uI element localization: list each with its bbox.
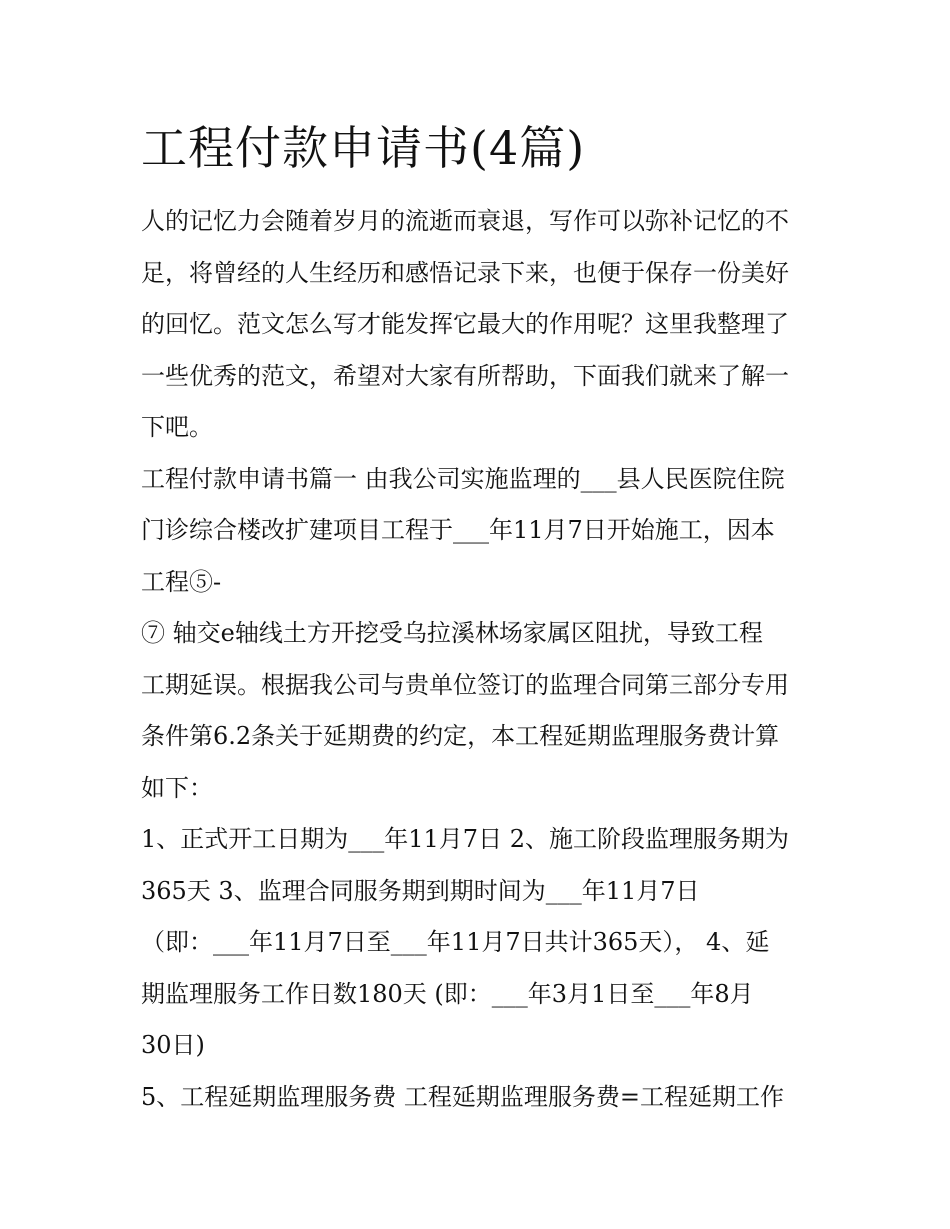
text-line: 工程⑤- bbox=[141, 567, 222, 596]
text-line: 条件第6.2条关于延期费的约定，本工程延期监理服务费计算 bbox=[141, 722, 780, 750]
text-line: 工期延误。根据我公司与贵单位签订的监理合同第三部分专用 bbox=[141, 670, 789, 699]
text-line: 5、工程延期监理服务费 工程延期监理服务费=工程延期工作 bbox=[141, 1082, 785, 1111]
text-line: 工程付款申请书篇一 由我公司实施监理的___县人民医院住院 bbox=[141, 464, 785, 493]
text-line: （即：___年11月7日至___年11月7日共计365天）， 4、延 bbox=[141, 928, 770, 956]
text-line: 一些优秀的范文，希望对大家有所帮助，下面我们就来了解一 bbox=[141, 361, 789, 390]
text-line: 足，将曾经的人生经历和感悟记录下来，也便于保存一份美好 bbox=[141, 258, 789, 287]
text-line: 的回忆。范文怎么写才能发挥它最大的作用呢？这里我整理了 bbox=[141, 310, 789, 338]
text-line: 门诊综合楼改扩建项目工程于___年11月7日开始施工，因本 bbox=[141, 516, 775, 544]
document-title: 工程付款申请书(4篇) bbox=[141, 121, 586, 175]
text-line: 365天 3、监理合同服务期到期时间为___年11月7日 bbox=[141, 876, 700, 905]
text-line: 如下： bbox=[141, 773, 213, 802]
text-line: ⑦ 轴交e轴线土方开挖受乌拉溪林场家属区阻扰，导致工程 bbox=[141, 619, 763, 647]
text-line: 期监理服务工作日数180天 (即：___年3月1日至___年8月 bbox=[141, 979, 754, 1008]
text-line: 1、正式开工日期为___年11月7日 2、施工阶段监理服务期为 bbox=[141, 825, 789, 853]
text-line: 30日) bbox=[141, 1031, 205, 1059]
document-page bbox=[141, 112, 821, 1123]
document-body bbox=[141, 196, 821, 1123]
text-line: 下吧。 bbox=[141, 413, 213, 441]
text-line: 人的记忆力会随着岁月的流逝而衰退，写作可以弥补记忆的不 bbox=[141, 207, 789, 235]
